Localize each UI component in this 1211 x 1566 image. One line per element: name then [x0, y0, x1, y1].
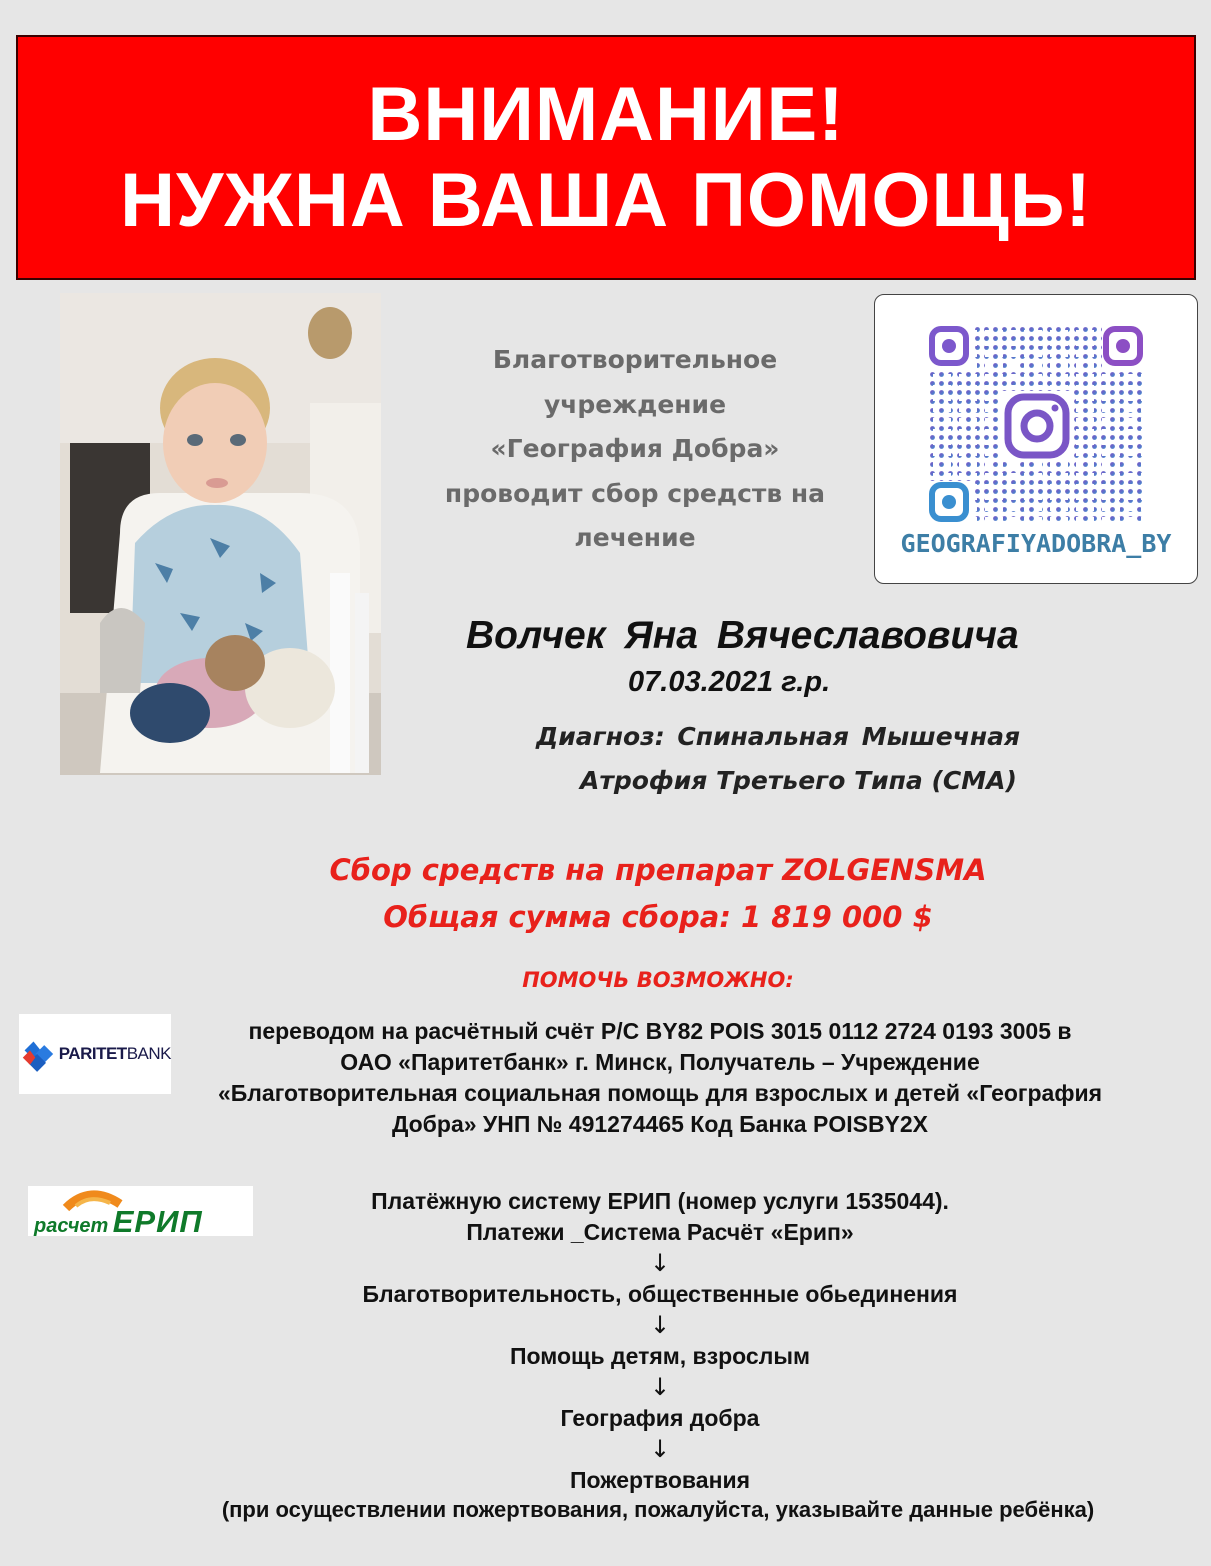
bank-line: Добра» УНП № 491274465 Код Банка POISBY2X: [391, 1111, 929, 1137]
diagnosis-line2: Атрофия Третьего Типа (СМА): [580, 766, 1017, 795]
erip-logo-big-text: ЕРИП: [112, 1204, 203, 1236]
foundation-description: [420, 338, 850, 561]
erip-step: Пожертвования: [569, 1467, 751, 1493]
foundation-line: проводит сбор средств на: [444, 478, 826, 508]
foundation-line: учреждение: [543, 389, 727, 419]
qr-code: [928, 325, 1146, 525]
erip-step: География добра: [560, 1405, 760, 1431]
paritetbank-logo: [19, 1014, 171, 1094]
foundation-line: «География Добра»: [490, 434, 780, 463]
erip-logo-small-text: расчет: [34, 1215, 109, 1236]
down-arrow-icon: ↓: [649, 1311, 671, 1339]
foundation-line: Благотворительное: [492, 345, 778, 374]
fundraising-total: Общая сумма сбора: 1 819 000 $: [383, 900, 933, 934]
diagnosis-line1: Диагноз: Спинальная Мышечная: [536, 722, 1021, 751]
bank-line: «Благотворительная социальная помощь для взрослых и детей «География: [217, 1080, 1103, 1106]
fundraising-purpose: Сбор средств на препарат ZOLGENSMA: [329, 853, 987, 887]
erip-step: Помощь детям, взрослым: [510, 1343, 810, 1369]
erip-payment-path: [200, 1186, 1120, 1496]
bank-line: ОАО «Паритетбанк» г. Минск, Получатель – Учреждение: [340, 1049, 980, 1075]
donation-note: (при осуществлении пожертвования, пожалуйста, указывайте данные ребёнка): [221, 1497, 1095, 1522]
foundation-line: лечение: [574, 523, 696, 552]
paritetbank-emblem-icon: [21, 1028, 57, 1080]
help-heading: ПОМОЧЬ ВОЗМОЖНО:: [522, 968, 794, 992]
bank-line: переводом на расчётный счёт Р/С BY82 POIS 3015 0112 2724 0193 3005 в: [248, 1018, 1072, 1044]
bank-transfer-details: [150, 1016, 1170, 1140]
down-arrow-icon: ↓: [649, 1373, 671, 1401]
banner-title-line2: НУЖНА ВАША ПОМОЩЬ!: [120, 157, 1092, 243]
down-arrow-icon: ↓: [649, 1435, 671, 1463]
down-arrow-icon: ↓: [649, 1249, 671, 1277]
alert-banner: [16, 35, 1196, 280]
instagram-qr-card[interactable]: [874, 294, 1198, 584]
banner-title-line1: ВНИМАНИЕ!: [367, 71, 845, 157]
child-birthdate: 07.03.2021 г.р.: [628, 666, 831, 698]
bank-name-bold: PARITET: [58, 1044, 127, 1063]
bank-name-light: BANK: [126, 1044, 171, 1063]
erip-intro-line1: Платёжную систему ЕРИП (номер услуги 1535044).: [371, 1188, 949, 1214]
instagram-handle: GEOGRAFIYADOBRA_BY: [900, 529, 1172, 558]
erip-intro-line2: Платежи _Система Расчёт «Ерип»: [466, 1219, 854, 1245]
erip-step: Благотворительность, общественные обьединения: [362, 1281, 958, 1307]
child-photo: [60, 293, 381, 775]
child-name: Волчек Яна Вячеславовича: [466, 614, 1019, 657]
